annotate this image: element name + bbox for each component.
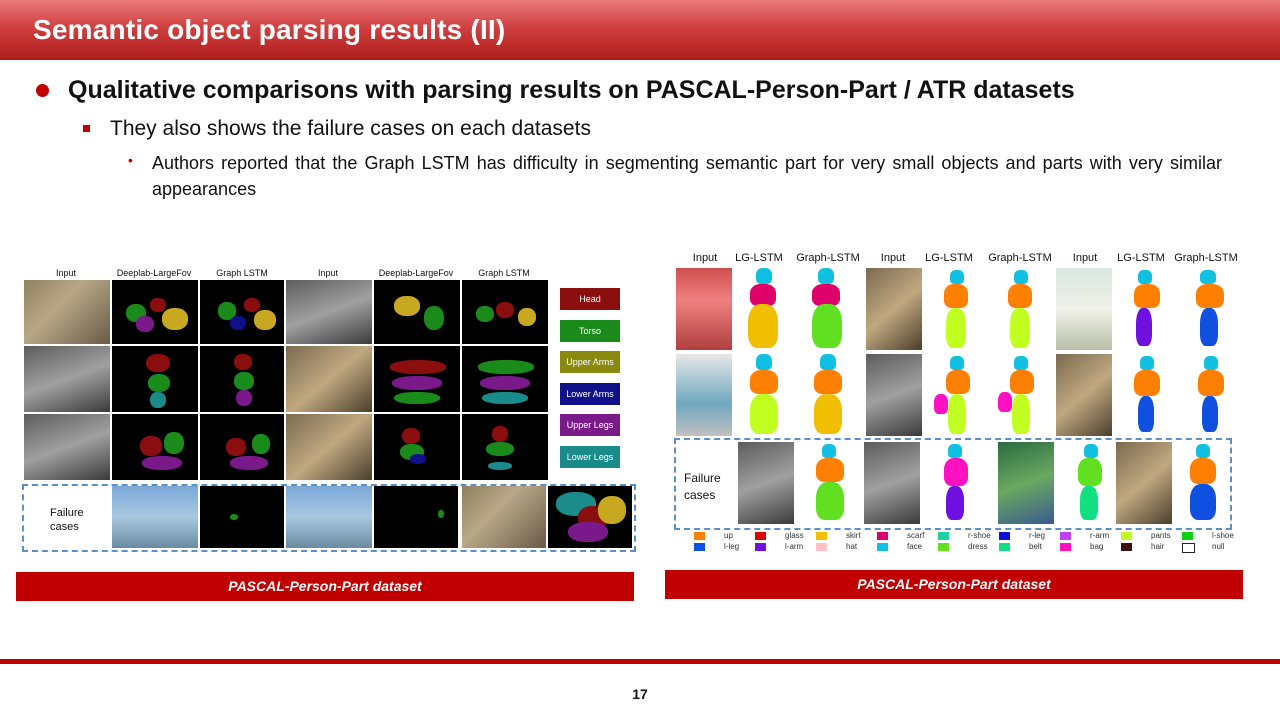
failure-cases-label: Failure cases (684, 471, 721, 502)
legend-swatch-r-arm (1060, 532, 1071, 540)
input-image (998, 442, 1054, 524)
input-image (866, 268, 922, 350)
segmentation-result (112, 346, 198, 412)
segmentation-result (462, 280, 548, 344)
segmentation-result (932, 442, 982, 524)
column-header: Input (880, 252, 906, 264)
input-image (286, 346, 372, 412)
legend-label-null: null (1212, 542, 1225, 551)
column-header: LG-LSTM (735, 252, 783, 264)
legend-label-dress: dress (968, 542, 988, 551)
legend-swatch-bag (1060, 543, 1071, 551)
column-header: Graph LSTM (216, 268, 268, 278)
legend-label-hair: hair (1151, 542, 1165, 551)
segmentation-result (200, 414, 284, 480)
input-image (24, 414, 110, 480)
input-image (1116, 442, 1172, 524)
legend-swatch-up (694, 532, 705, 540)
segmentation-result (996, 268, 1046, 350)
bullet-dot-icon (36, 84, 49, 97)
legend-swatch-skirt (816, 532, 827, 540)
legend-label-l-shoe: l-shoe (1212, 531, 1234, 540)
column-header: Graph-LSTM (1174, 252, 1238, 264)
legend-swatch-pants (1121, 532, 1132, 540)
legend-label-r-leg: r-leg (1029, 531, 1046, 540)
footer-line (0, 659, 1280, 664)
column-header: LG-LSTM (1117, 252, 1165, 264)
column-header: Graph LSTM (478, 268, 530, 278)
right-figure-caption: PASCAL-Person-Part dataset (665, 570, 1243, 599)
segmentation-result (200, 486, 284, 548)
left-figure (20, 262, 636, 554)
segmentation-result (374, 486, 458, 548)
column-header: Deeplab-LargeFov (116, 268, 192, 278)
bullet-level2: They also shows the failure cases on each datasets (110, 117, 591, 140)
legend-item-lower-legs: Lower Legs (560, 446, 620, 468)
left-figure-caption: PASCAL-Person-Part dataset (16, 572, 634, 601)
legend-label-bag: bag (1090, 542, 1104, 551)
column-header: Graph-LSTM (796, 252, 860, 264)
column-header: Input (1072, 252, 1098, 264)
input-image (286, 414, 372, 480)
input-image (112, 486, 198, 548)
legend-item-torso: Torso (560, 320, 620, 342)
legend-swatch-face (877, 543, 888, 551)
legend-item-head: Head (560, 288, 620, 310)
segmentation-result (740, 354, 790, 436)
column-header: Input (317, 268, 339, 278)
legend-swatch-hat (816, 543, 827, 551)
segmentation-result (374, 280, 460, 344)
right-figure (670, 248, 1242, 560)
input-image (24, 280, 110, 344)
bullet-square-icon (83, 125, 90, 132)
segmentation-result (112, 280, 198, 344)
segmentation-result (374, 346, 460, 412)
segmentation-result (806, 442, 856, 524)
segmentation-result (1182, 442, 1226, 524)
input-image (866, 354, 922, 436)
legend-swatch-null (1182, 543, 1195, 553)
legend-label-r-shoe: r-shoe (968, 531, 991, 540)
column-header: Deeplab-LargeFov (378, 268, 454, 278)
column-header: Input (692, 252, 718, 264)
legend-swatch-r-leg (999, 532, 1010, 540)
legend-label-hat: hat (846, 542, 858, 551)
input-image (676, 354, 732, 436)
input-image (24, 346, 110, 412)
legend-swatch-belt (999, 543, 1010, 551)
title-bar (0, 0, 1280, 60)
bullet-small-dot-icon: • (128, 152, 133, 168)
input-image (286, 486, 372, 548)
input-image (676, 268, 732, 350)
bullet-level1: Qualitative comparisons with parsing results on PASCAL-Person-Part / ATR datasets (68, 76, 1075, 104)
legend-label-pants: pants (1151, 531, 1171, 540)
failure-cases-label: Failure cases (50, 507, 84, 533)
legend-label-skirt: skirt (846, 531, 861, 540)
segmentation-result (996, 354, 1046, 436)
legend-swatch-scarf (877, 532, 888, 540)
column-header: Input (55, 268, 77, 278)
legend-label-up: up (724, 531, 733, 540)
column-header: Graph-LSTM (988, 252, 1052, 264)
right-legend (694, 532, 1234, 558)
input-image (864, 442, 920, 524)
page-number: 17 (632, 686, 648, 702)
column-header: LG-LSTM (925, 252, 973, 264)
legend-label-scarf: scarf (907, 531, 925, 540)
legend-item-upper-arms: Upper Arms (560, 351, 620, 373)
input-image (1056, 268, 1112, 350)
segmentation-result (462, 346, 548, 412)
legend-label-l-leg: l-leg (724, 542, 740, 551)
legend-swatch-hair (1121, 543, 1132, 551)
segmentation-result (200, 346, 284, 412)
legend-label-glass: glass (785, 531, 804, 540)
slide-title: Semantic object parsing results (II) (33, 14, 506, 45)
segmentation-result (112, 414, 198, 480)
legend-swatch-l-leg (694, 543, 705, 551)
input-image (1056, 354, 1112, 436)
legend-swatch-glass (755, 532, 766, 540)
segmentation-result (932, 268, 982, 350)
legend-label-belt: belt (1029, 542, 1042, 551)
input-image (286, 280, 372, 344)
segmentation-result (804, 354, 854, 436)
legend-label-face: face (907, 542, 923, 551)
segmentation-result (932, 354, 982, 436)
segmentation-result (1122, 354, 1172, 436)
input-image (738, 442, 794, 524)
segmentation-result (462, 414, 548, 480)
legend-swatch-l-shoe (1182, 532, 1193, 540)
legend-swatch-r-shoe (938, 532, 949, 540)
legend-label-l-arm: l-arm (785, 542, 804, 551)
bullet-level3: Authors reported that the Graph LSTM has difficulty in segmenting semantic part for very small objects and parts with very similar appearances (152, 153, 1222, 199)
segmentation-result (804, 268, 854, 350)
segmentation-result (548, 486, 632, 548)
segmentation-result (740, 268, 790, 350)
legend-swatch-dress (938, 543, 949, 551)
segmentation-result (374, 414, 460, 480)
input-image (462, 486, 546, 548)
segmentation-result (1066, 442, 1116, 524)
segmentation-result (200, 280, 284, 344)
segmentation-result (1186, 268, 1236, 350)
segmentation-result (1122, 268, 1172, 350)
legend-swatch-l-arm (755, 543, 766, 551)
legend-label-r-arm: r-arm (1090, 531, 1110, 540)
legend-item-upper-legs: Upper Legs (560, 414, 620, 436)
segmentation-result (1186, 354, 1236, 436)
legend-item-lower-arms: Lower Arms (560, 383, 620, 405)
